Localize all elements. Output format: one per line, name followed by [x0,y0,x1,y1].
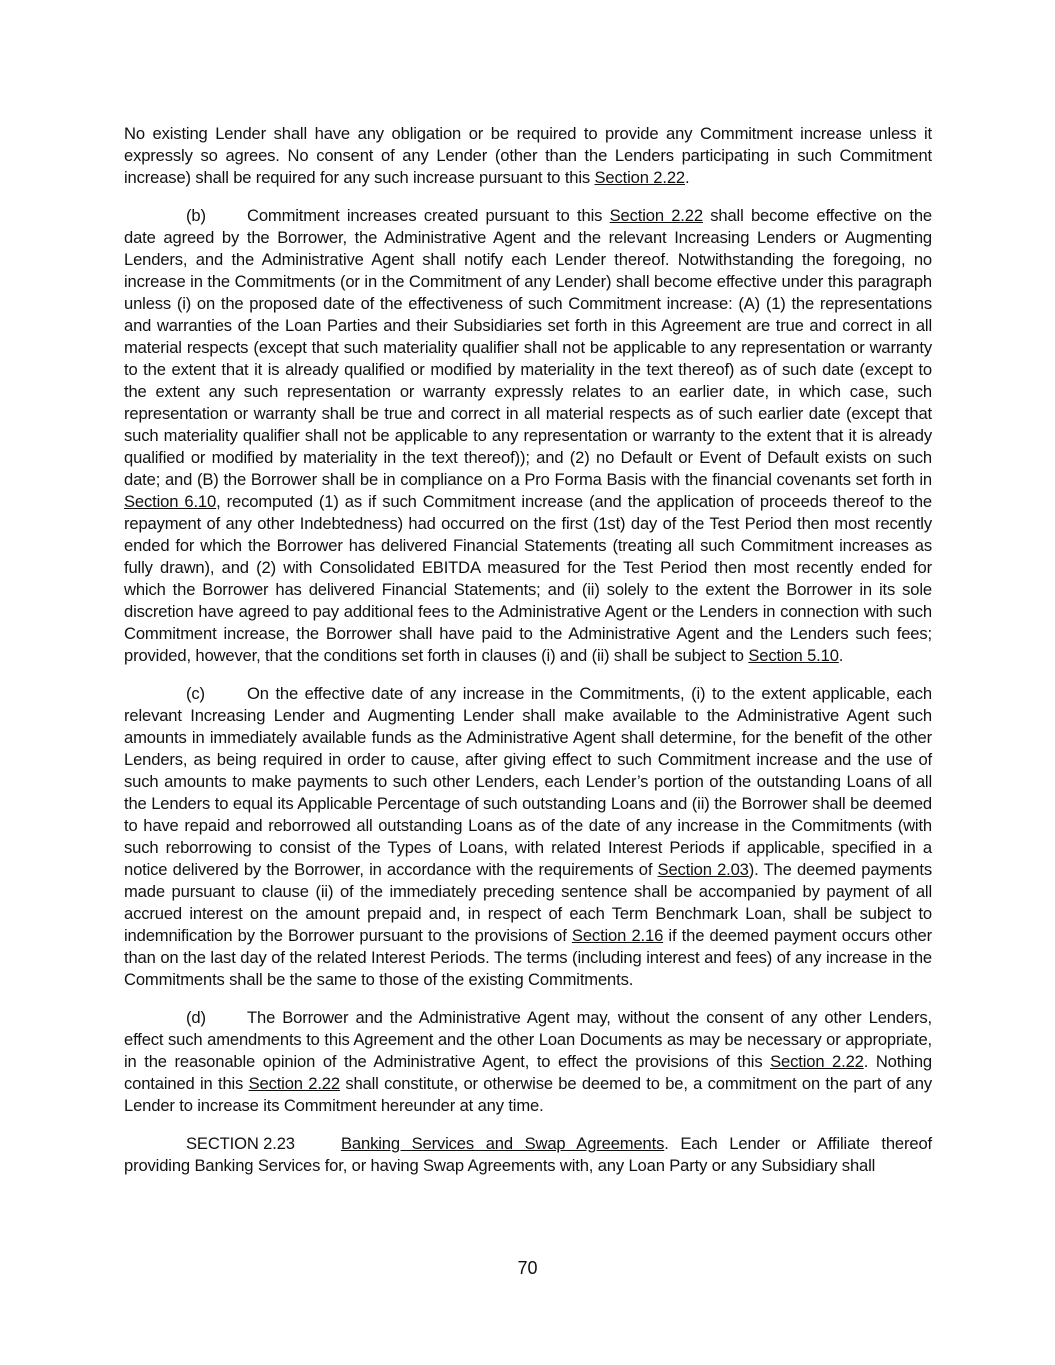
paragraph-d-marker: (d) [186,1008,206,1027]
section-2-23-text: . Each Lender or Affiliate thereof providing Banking Services for, or having Swap Agreements with, any Loan Party or any Subsidiary shall [124,1134,932,1175]
paragraph-b-marker: (b) [186,206,206,225]
paragraph-b-text-3: , recomputed (1) as if such Commitment increase (and the application of proceeds thereof to the repayment of any other Indebtedness) had occurred on the first (1st) day of the Test Period then most recently ended for which the Borrower has delivered Financial Statements (treating all such Commitment increases as fully drawn), and (2) with Consolidated EBITDA measured for the Test Period then most recently ended for which the Borrower has delivered Financial Statements; and (ii) solely to the extent the Borrower in its sole discretion have agreed to pay additional fees to the Administrative Agent or the Lenders in connection with such Commitment increase, the Borrower shall have paid to the Administrative Agent and the Lenders such fees; provided, however, that the conditions set forth in clauses (i) and (ii) shall be subject to [124,492,932,665]
paragraph-c [124,683,932,991]
intro-text-1: No existing Lender shall have any obligation or be required to provide any Commitment increase unless it expressly so agrees. No consent of any Lender (other than the Lenders participating in such Commitment increase) shall be required for any such increase pursuant to this [124,124,932,187]
paragraph-d [124,1007,932,1117]
paragraph-c-text-3: if the deemed payment occurs other than on the last day of the related Interest Periods. The terms (including interest and fees) of any increase in the Commitments shall be the same to those of the existing Commitments. [124,926,932,989]
section-2-23-paragraph [124,1133,932,1177]
paragraph-d-text-2: . Nothing contained in this [124,1052,932,1093]
paragraph-c-text-2: ). The deemed payments made pursuant to clause (ii) of the immediately preceding sentence shall be accompanied by payment of all accrued interest on the amount prepaid and, in respect of each Term Benchmark Loan, shall be subject to indemnification by the Borrower pursuant to the provisions of [124,860,932,945]
section-reference-link[interactable]: Section 2.22 [594,168,685,187]
section-reference-link[interactable]: Section 2.22 [609,206,703,225]
paragraph-b-text-1: Commitment increases created pursuant to this [247,206,610,225]
section-reference-link[interactable]: Section 2.16 [571,926,664,945]
page-number: 70 [517,1258,538,1278]
paragraph-d-text-3: shall constitute, or otherwise be deemed to be, a commitment on the part of any Lender to increase its Commitment hereunder at any time. [124,1074,932,1115]
section-reference-link[interactable]: Section 5.10 [748,646,839,665]
paragraph-b-text-4: . [838,646,844,665]
paragraph-b-text-2: shall become effective on the date agreed by the Borrower, the Administrative Agent and the relevant Increasing Lenders or Augmenting Lenders, and the Administrative Agent shall notify each Lender thereof. Notwithstanding the foregoing, no increase in the Commitments (or in the Commitment of any Lender) shall become effective under this paragraph unless (i) on the proposed date of the effectiveness of such Commitment increase: (A) (1) the representations and warranties of the Loan Parties and their Subsidiaries set forth in this Agreement are true and correct in all material respects (except that such materiality qualifier shall not be applicable to any representation or warranty to the extent that it is already qualified or modified by materiality in the text thereof) as of such date (except to the extent any such representation or warranty expressly relates to an earlier date, in which case, such representation or warranty shall be true and correct in all material respects as of such earlier date (except that such materiality qualifier shall not be applicable to any representation or warranty to the extent that it is already qualified or modified by materiality in the text thereof)); and (2) no Default or Event of Default exists on such date; and (B) the Borrower shall be in compliance on a Pro Forma Basis with the financial covenants set forth in [124,206,932,489]
paragraph-b [124,205,932,667]
section-heading: Banking Services and Swap Agreements [341,1134,665,1153]
document-page [124,123,932,1193]
paragraph-c-marker: (c) [186,684,205,703]
intro-text-2: . [684,168,690,187]
section-reference-link[interactable]: Section 2.22 [248,1074,340,1093]
paragraph-d-text-1: The Borrower and the Administrative Agent may, without the consent of any other Lenders, effect such amendments to this Agreement and the other Loan Documents as may be necessary or appropriate, in the reasonable opinion of the Administrative Agent, to effect the provisions of this [124,1008,932,1071]
section-reference-link[interactable]: Section 2.03 [657,860,749,879]
section-reference-link[interactable]: Section 6.10 [124,492,217,511]
intro-paragraph [124,123,932,189]
paragraph-c-text-1: On the effective date of any increase in the Commitments, (i) to the extent applicable, each relevant Increasing Lender and Augmenting Lender shall make available to the Administrative Agent such amounts in immediately available funds as the Administrative Agent shall determine, for the benefit of the other Lenders, as being required in order to cause, after giving effect to such Commitment increase and the use of such amounts to make payments to such other Lenders, each Lender’s portion of the outstanding Loans of all the Lenders to equal its Applicable Percentage of such outstanding Loans and (ii) the Borrower shall be deemed to have repaid and reborrowed all outstanding Loans as of the date of any increase in the Commitments (with such reborrowing to consist of the Types of Loans, with related Interest Periods if applicable, specified in a notice delivered by the Borrower, in accordance with the requirements of [124,684,932,879]
section-number-label: SECTION 2.23 [186,1134,295,1153]
section-reference-link[interactable]: Section 2.22 [770,1052,864,1071]
